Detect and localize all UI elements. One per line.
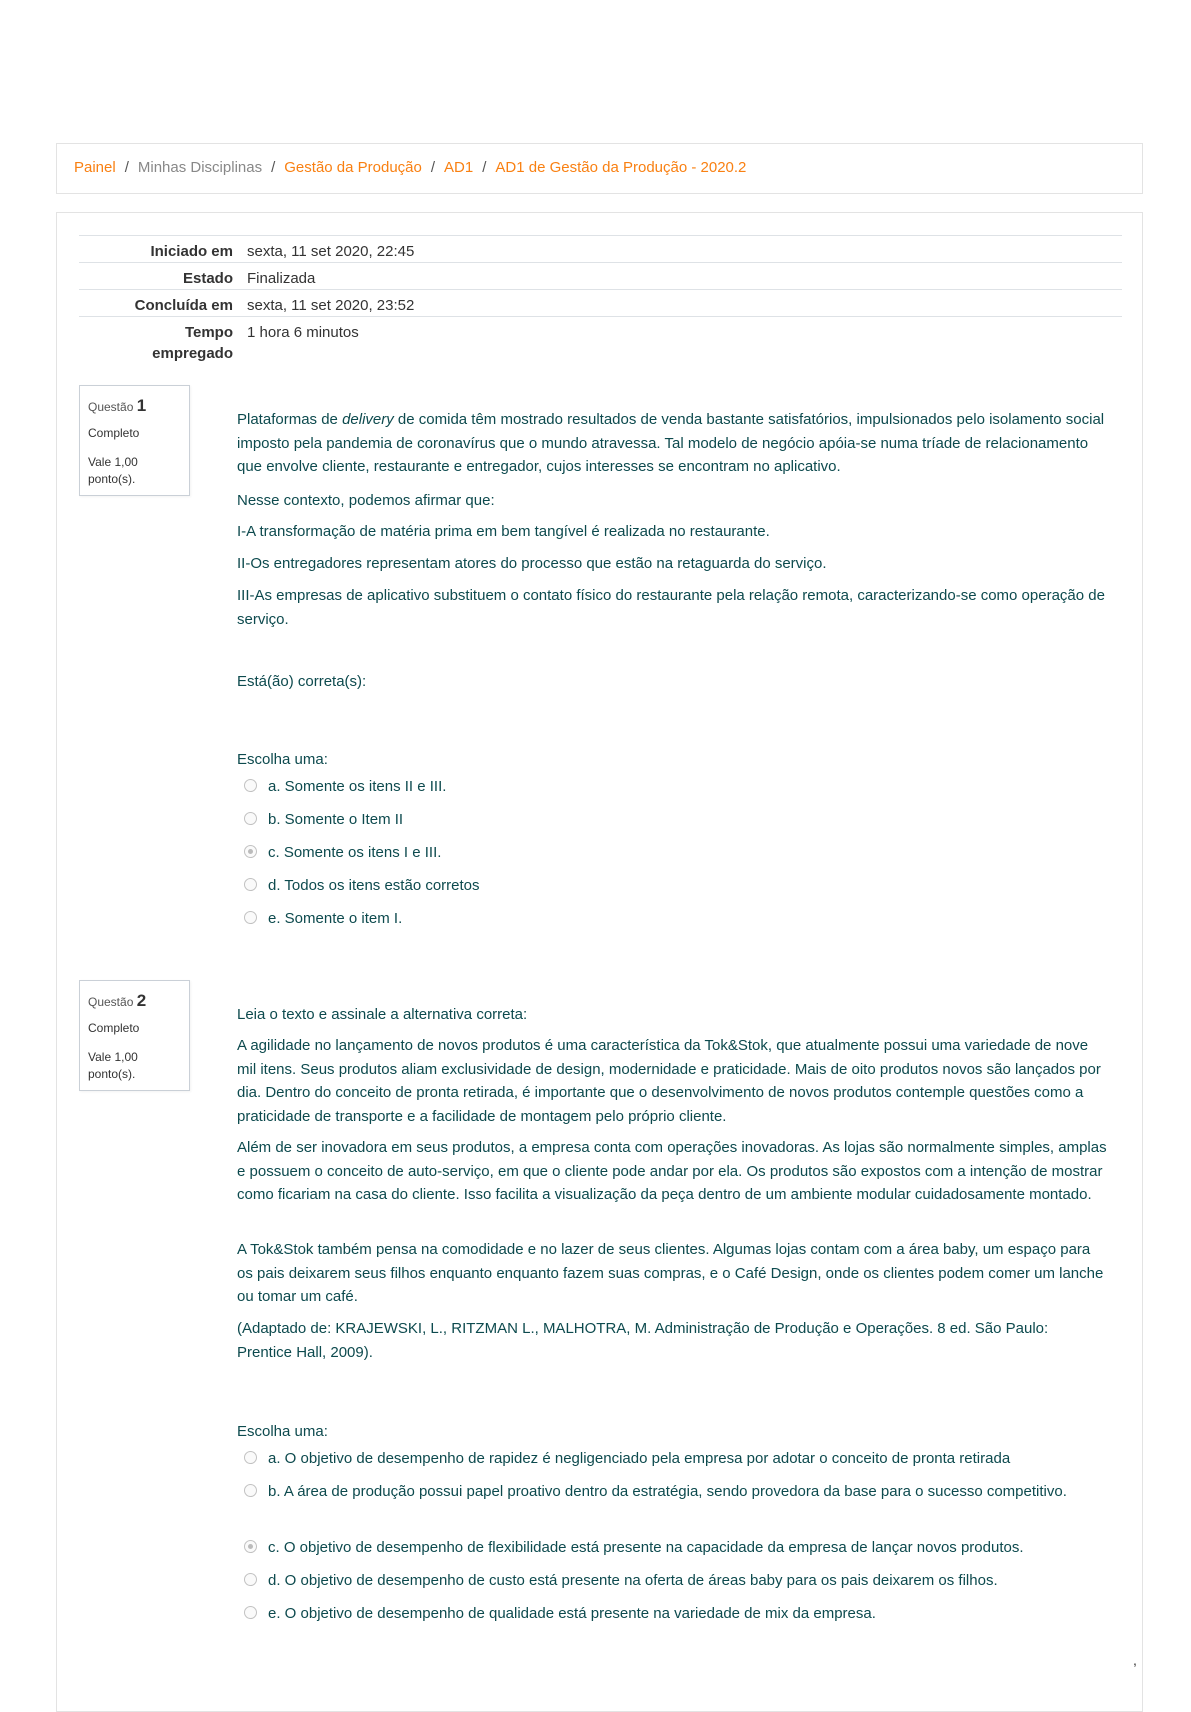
summary-value: Finalizada: [247, 270, 316, 287]
summary-row-started: [79, 235, 1122, 262]
breadcrumb-minhas-disciplinas: Minhas Disciplinas: [137, 159, 263, 176]
breadcrumb-separator: /: [124, 159, 129, 176]
page-corner-mark: ,: [1133, 1652, 1137, 1668]
radio-button[interactable]: [244, 911, 257, 924]
question-info-2: [79, 980, 190, 1091]
answer-option-label: d. Todos os itens estão corretos: [268, 877, 480, 894]
radio-button[interactable]: [244, 878, 257, 891]
question-number-value: 1: [136, 396, 147, 415]
summary-label: Estado: [182, 270, 233, 287]
question-prefix: Questão: [88, 995, 134, 1009]
choose-one-label: Escolha uma:: [237, 1423, 328, 1440]
summary-value: sexta, 11 set 2020, 22:45: [247, 243, 415, 260]
breadcrumb-section-link[interactable]: AD1: [444, 159, 474, 176]
answer-option-label: b. Somente o Item II: [268, 811, 404, 828]
question-number: [88, 991, 146, 1011]
answer-option-label: d. O objetivo de desempenho de custo está presente na oferta de áreas baby para os pais deixarem os filhos.: [268, 1572, 998, 1589]
question-paragraph: (Adaptado de: KRAJEWSKI, L., RITZMAN L., MALHOTRA, M. Administração de Produção e Operações. 8 ed. São Paulo: Prentice Hall, 2009).: [237, 1320, 1049, 1361]
question-paragraph: Está(ão) correta(s):: [237, 673, 367, 690]
question-grade: Vale 1,00 ponto(s).: [88, 455, 138, 486]
answer-option-label: e. Somente o item I.: [268, 910, 403, 927]
radio-button-checked[interactable]: [244, 845, 257, 858]
summary-label: [79, 322, 233, 364]
question-state: Completo: [88, 426, 140, 440]
question-text-span: Plataformas de: [237, 411, 343, 428]
answer-option-label: a. Somente os itens II e III.: [268, 778, 447, 795]
question-text-emphasis: delivery: [342, 411, 394, 428]
breadcrumb-painel-link[interactable]: Painel: [74, 159, 116, 176]
question-paragraph: II-Os entregadores representam atores do processo que estão na retaguarda do serviço.: [237, 555, 827, 572]
question-paragraph: A Tok&Stok também pensa na comodidade e no lazer de seus clientes. Algumas lojas contam com a área baby, um espaço para os pais deixarem seus filhos enquanto enquanto fazem suas compras, e o Café Design, onde os clientes podem comer um lanche ou tomar um café.: [237, 1241, 1104, 1305]
radio-button[interactable]: [244, 1451, 257, 1464]
summary-value: 1 hora 6 minutos: [247, 324, 359, 341]
choose-one-label: Escolha uma:: [237, 751, 328, 768]
breadcrumb-bar: [56, 143, 1143, 194]
question-state: Completo: [88, 1021, 140, 1035]
breadcrumb-separator: /: [430, 159, 436, 176]
question-prefix: Questão: [88, 400, 134, 414]
question-paragraph: I-A transformação de matéria prima em bem tangível é realizada no restaurante.: [237, 523, 770, 540]
radio-button[interactable]: [244, 812, 257, 825]
question-text-span: de comida têm mostrado resultados de venda bastante satisfatórios, impulsionados pelo isolamento social imposto pela pandemia de coronavírus que o mundo atravessa. Tal modelo de negócio apóia-se numa tríade de relacionamento que envolve cliente, restaurante e entregador, cujos interesses se encontram no aplicativo.: [237, 411, 1105, 475]
breadcrumb-separator: /: [482, 159, 487, 176]
breadcrumb-separator: /: [271, 159, 276, 176]
summary-label: Iniciado em: [150, 243, 233, 260]
radio-button[interactable]: [244, 1484, 257, 1497]
summary-row-completed: [79, 289, 1122, 316]
breadcrumb-quiz-link[interactable]: AD1 de Gestão da Produção - 2020.2: [495, 159, 747, 176]
answer-option-label: c. Somente os itens I e III.: [268, 844, 442, 861]
summary-row-time-taken: [79, 316, 1122, 369]
breadcrumb: [74, 159, 746, 176]
answer-option-label: a. O objetivo de desempenho de rapidez é negligenciado pela empresa por adotar o conceito de pronta retirada: [268, 1450, 1011, 1467]
question-paragraph: A agilidade no lançamento de novos produtos é uma característica da Tok&Stok, que atualmente possui uma variedade de nove mil itens. Seus produtos aliam exclusividade de design, modernidade e praticidade. Mais de oito produtos novos são lançados por dia. Dentro do conceito de pronta retirada, é importante que o desenvolvimento de novos produtos contemple questões como a praticidade de transporte e a facilidade de montagem pelo próprio cliente.: [237, 1037, 1101, 1125]
question-grade: Vale 1,00 ponto(s).: [88, 1050, 138, 1081]
question-paragraph: Nesse contexto, podemos afirmar que:: [237, 492, 495, 509]
question-text-1: [237, 408, 1107, 479]
summary-label: Concluída em: [134, 297, 233, 314]
summary-row-state: [79, 262, 1122, 289]
question-number: [88, 396, 146, 416]
summary-label-line2: empregado: [152, 345, 233, 362]
question-info-1: [79, 385, 190, 496]
radio-button[interactable]: [244, 1573, 257, 1586]
answer-option-label: b. A área de produção possui papel proativo dentro da estratégia, sendo provedora da base para o sucesso competitivo.: [268, 1483, 1067, 1500]
breadcrumb-course-link[interactable]: Gestão da Produção: [284, 159, 422, 176]
answer-option-label: e. O objetivo de desempenho de qualidade está presente na variedade de mix da empresa.: [268, 1605, 876, 1622]
summary-value: sexta, 11 set 2020, 23:52: [247, 297, 415, 314]
radio-button[interactable]: [244, 779, 257, 792]
question-paragraph: III-As empresas de aplicativo substituem o contato físico do restaurante pela relação remota, caracterizando-se como operação de serviço.: [237, 587, 1105, 628]
question-number-value: 2: [136, 991, 147, 1010]
question-paragraph: Além de ser inovadora em seus produtos, a empresa conta com operações inovadoras. As lojas são normalmente simples, amplas e possuem o conceito de auto-serviço, em que o cliente pode andar por ela. Os produtos são expostos com a intenção de mostrar como ficariam na casa do cliente. Isso facilita a visualização da peça dentro de um ambiente modular cuidadosamente montado.: [237, 1139, 1107, 1203]
attempt-summary-table: [79, 235, 1122, 369]
question-paragraph: [237, 408, 1107, 479]
answer-option-label: c. O objetivo de desempenho de flexibilidade está presente na capacidade da empresa de lançar novos produtos.: [268, 1539, 1024, 1556]
radio-button[interactable]: [244, 1606, 257, 1619]
summary-label-line1: Tempo: [184, 324, 233, 341]
radio-button-checked[interactable]: [244, 1540, 257, 1553]
question-paragraph: Leia o texto e assinale a alternativa correta:: [237, 1006, 528, 1023]
